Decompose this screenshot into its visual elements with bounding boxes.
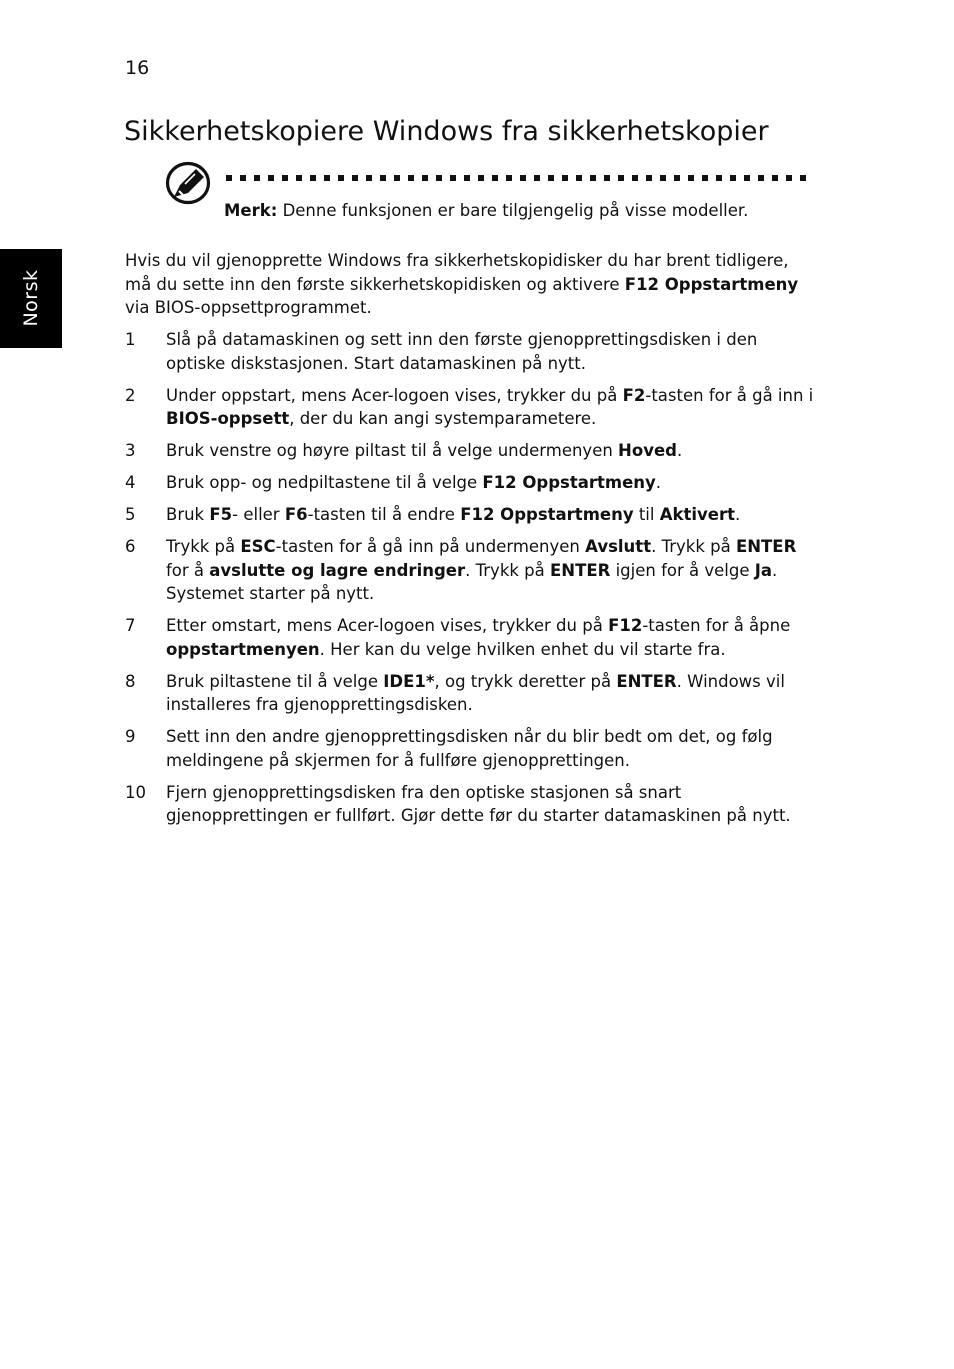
step-text [166, 328, 815, 375]
bold-term: Aktivert [659, 505, 735, 524]
step-item [125, 725, 815, 772]
bold-term: F12 Oppstartmeny [460, 505, 634, 524]
step-number: 2 [125, 385, 136, 405]
text-run: . Systemet starter på nytt. [166, 560, 778, 603]
bold-term: Ja [754, 560, 773, 580]
bold-term: IDE1* [383, 671, 435, 691]
text-run: Fjern gjenopprettingsdisken fra den optiske stasjonen så snart gjenopprettingen er fullført. Gjør dette før du starter datamaskinen på nytt. [166, 782, 791, 825]
text-run: Sett inn den andre gjenopprettingsdisken når du blir bedt om det, og følg meldingene på skjermen for å fullføre gjenopprettingen. [166, 727, 773, 770]
bold-term: avslutte og lagre endringer [209, 560, 466, 580]
bold-term: F2 [622, 385, 646, 405]
note-body: Denne funksjonen er bare tilgjengelig på visse modeller. [277, 201, 749, 220]
note-pen-icon [165, 160, 213, 206]
note-divider [226, 175, 809, 181]
bold-term: ENTER [616, 671, 677, 691]
text-run: via BIOS-oppsettprogrammet. [125, 298, 372, 317]
text-run: -tasten for å gå inn i [645, 385, 814, 405]
text-run: Bruk piltastene til å velge [166, 671, 384, 691]
text-run: - eller [232, 505, 285, 524]
bold-term: F12 Oppstartmeny [624, 274, 799, 294]
step-text [166, 670, 815, 717]
page-title: Sikkerhetskopiere Windows fra sikkerhetskopier [124, 116, 769, 147]
text-run: Bruk opp- og nedpiltastene til å velge [166, 473, 483, 492]
step-text [166, 439, 815, 463]
step-text [166, 503, 815, 527]
text-run: . [676, 441, 683, 460]
text-run: -tasten til å endre [307, 505, 461, 524]
step-item [125, 503, 815, 527]
page-number: 16 [125, 57, 150, 79]
bold-term: F12 Oppstartmeny [482, 473, 656, 492]
text-run: . Her kan du velge hvilken enhet du vil starte fra. [319, 639, 726, 659]
text-run: , der du kan angi systemparametere. [289, 409, 597, 428]
text-run: Under oppstart, mens Acer-logoen vises, trykker du på [166, 385, 623, 405]
step-text [166, 614, 815, 661]
text-run: . Windows vil installeres fra gjenopprettingsdisken. [166, 671, 785, 714]
bold-term: ESC [240, 537, 276, 556]
step-text [166, 725, 815, 772]
step-item [125, 471, 815, 495]
step-text [166, 471, 815, 495]
text-run: for å [166, 560, 210, 580]
step-number: 8 [125, 671, 136, 691]
text-run: , og trykk deretter på [434, 671, 617, 691]
bold-term: ENTER [550, 560, 611, 580]
text-run: Bruk [166, 505, 210, 524]
bold-term: BIOS-oppsett [166, 409, 290, 428]
bold-term: F5 [209, 505, 233, 524]
text-run: Hvis du vil gjenopprette Windows fra sikkerhetskopidisker du har brent tidligere, må du sette inn den første sikkerhetskopidisken og aktivere [125, 251, 789, 294]
text-run: Bruk venstre og høyre piltast til å velge undermenyen [166, 441, 619, 460]
step-number: 5 [125, 505, 136, 524]
note-label: Merk: [224, 201, 278, 220]
text-run: . [735, 505, 741, 524]
bold-term: F12 [608, 616, 643, 635]
step-item [125, 384, 815, 431]
text-run: . [655, 473, 662, 492]
step-number: 1 [125, 330, 136, 349]
step-item [125, 614, 815, 661]
step-item [125, 670, 815, 717]
bold-term: Hoved [618, 441, 677, 460]
step-number: 6 [125, 537, 136, 556]
step-item [125, 439, 815, 463]
step-number: 10 [125, 782, 146, 802]
step-item [125, 781, 815, 828]
step-text [166, 535, 815, 606]
text-run: Slå på datamaskinen og sett inn den første gjenopprettingsdisken i den optiske diskstasjonen. Start datamaskinen på nytt. [166, 330, 758, 373]
step-number: 9 [125, 727, 136, 746]
note-text [224, 199, 748, 223]
text-run: -tasten for å gå inn på undermenyen [275, 537, 586, 556]
language-side-tab [0, 249, 62, 348]
text-run: Trykk på [166, 537, 241, 556]
text-run: Etter omstart, mens Acer-logoen vises, trykker du på [166, 616, 609, 635]
step-number: 7 [125, 616, 136, 635]
bold-term: oppstartmenyen [166, 639, 320, 659]
intro-paragraph [125, 249, 815, 320]
step-number: 4 [125, 473, 136, 492]
bold-term: F6 [284, 505, 308, 524]
text-run: . Trykk på [651, 537, 736, 556]
bold-term: ENTER [735, 537, 797, 556]
step-text [166, 384, 815, 431]
text-run: -tasten for å åpne [642, 616, 791, 635]
step-item [125, 328, 815, 375]
text-run: til [633, 505, 660, 524]
step-text [166, 781, 815, 828]
step-list [125, 328, 815, 836]
bold-term: Avslutt [585, 537, 652, 556]
text-run: igjen for å velge [610, 560, 755, 580]
step-item [125, 535, 815, 606]
side-tab-label: Norsk [20, 269, 42, 327]
text-run: . Trykk på [465, 560, 551, 580]
step-number: 3 [125, 441, 136, 460]
